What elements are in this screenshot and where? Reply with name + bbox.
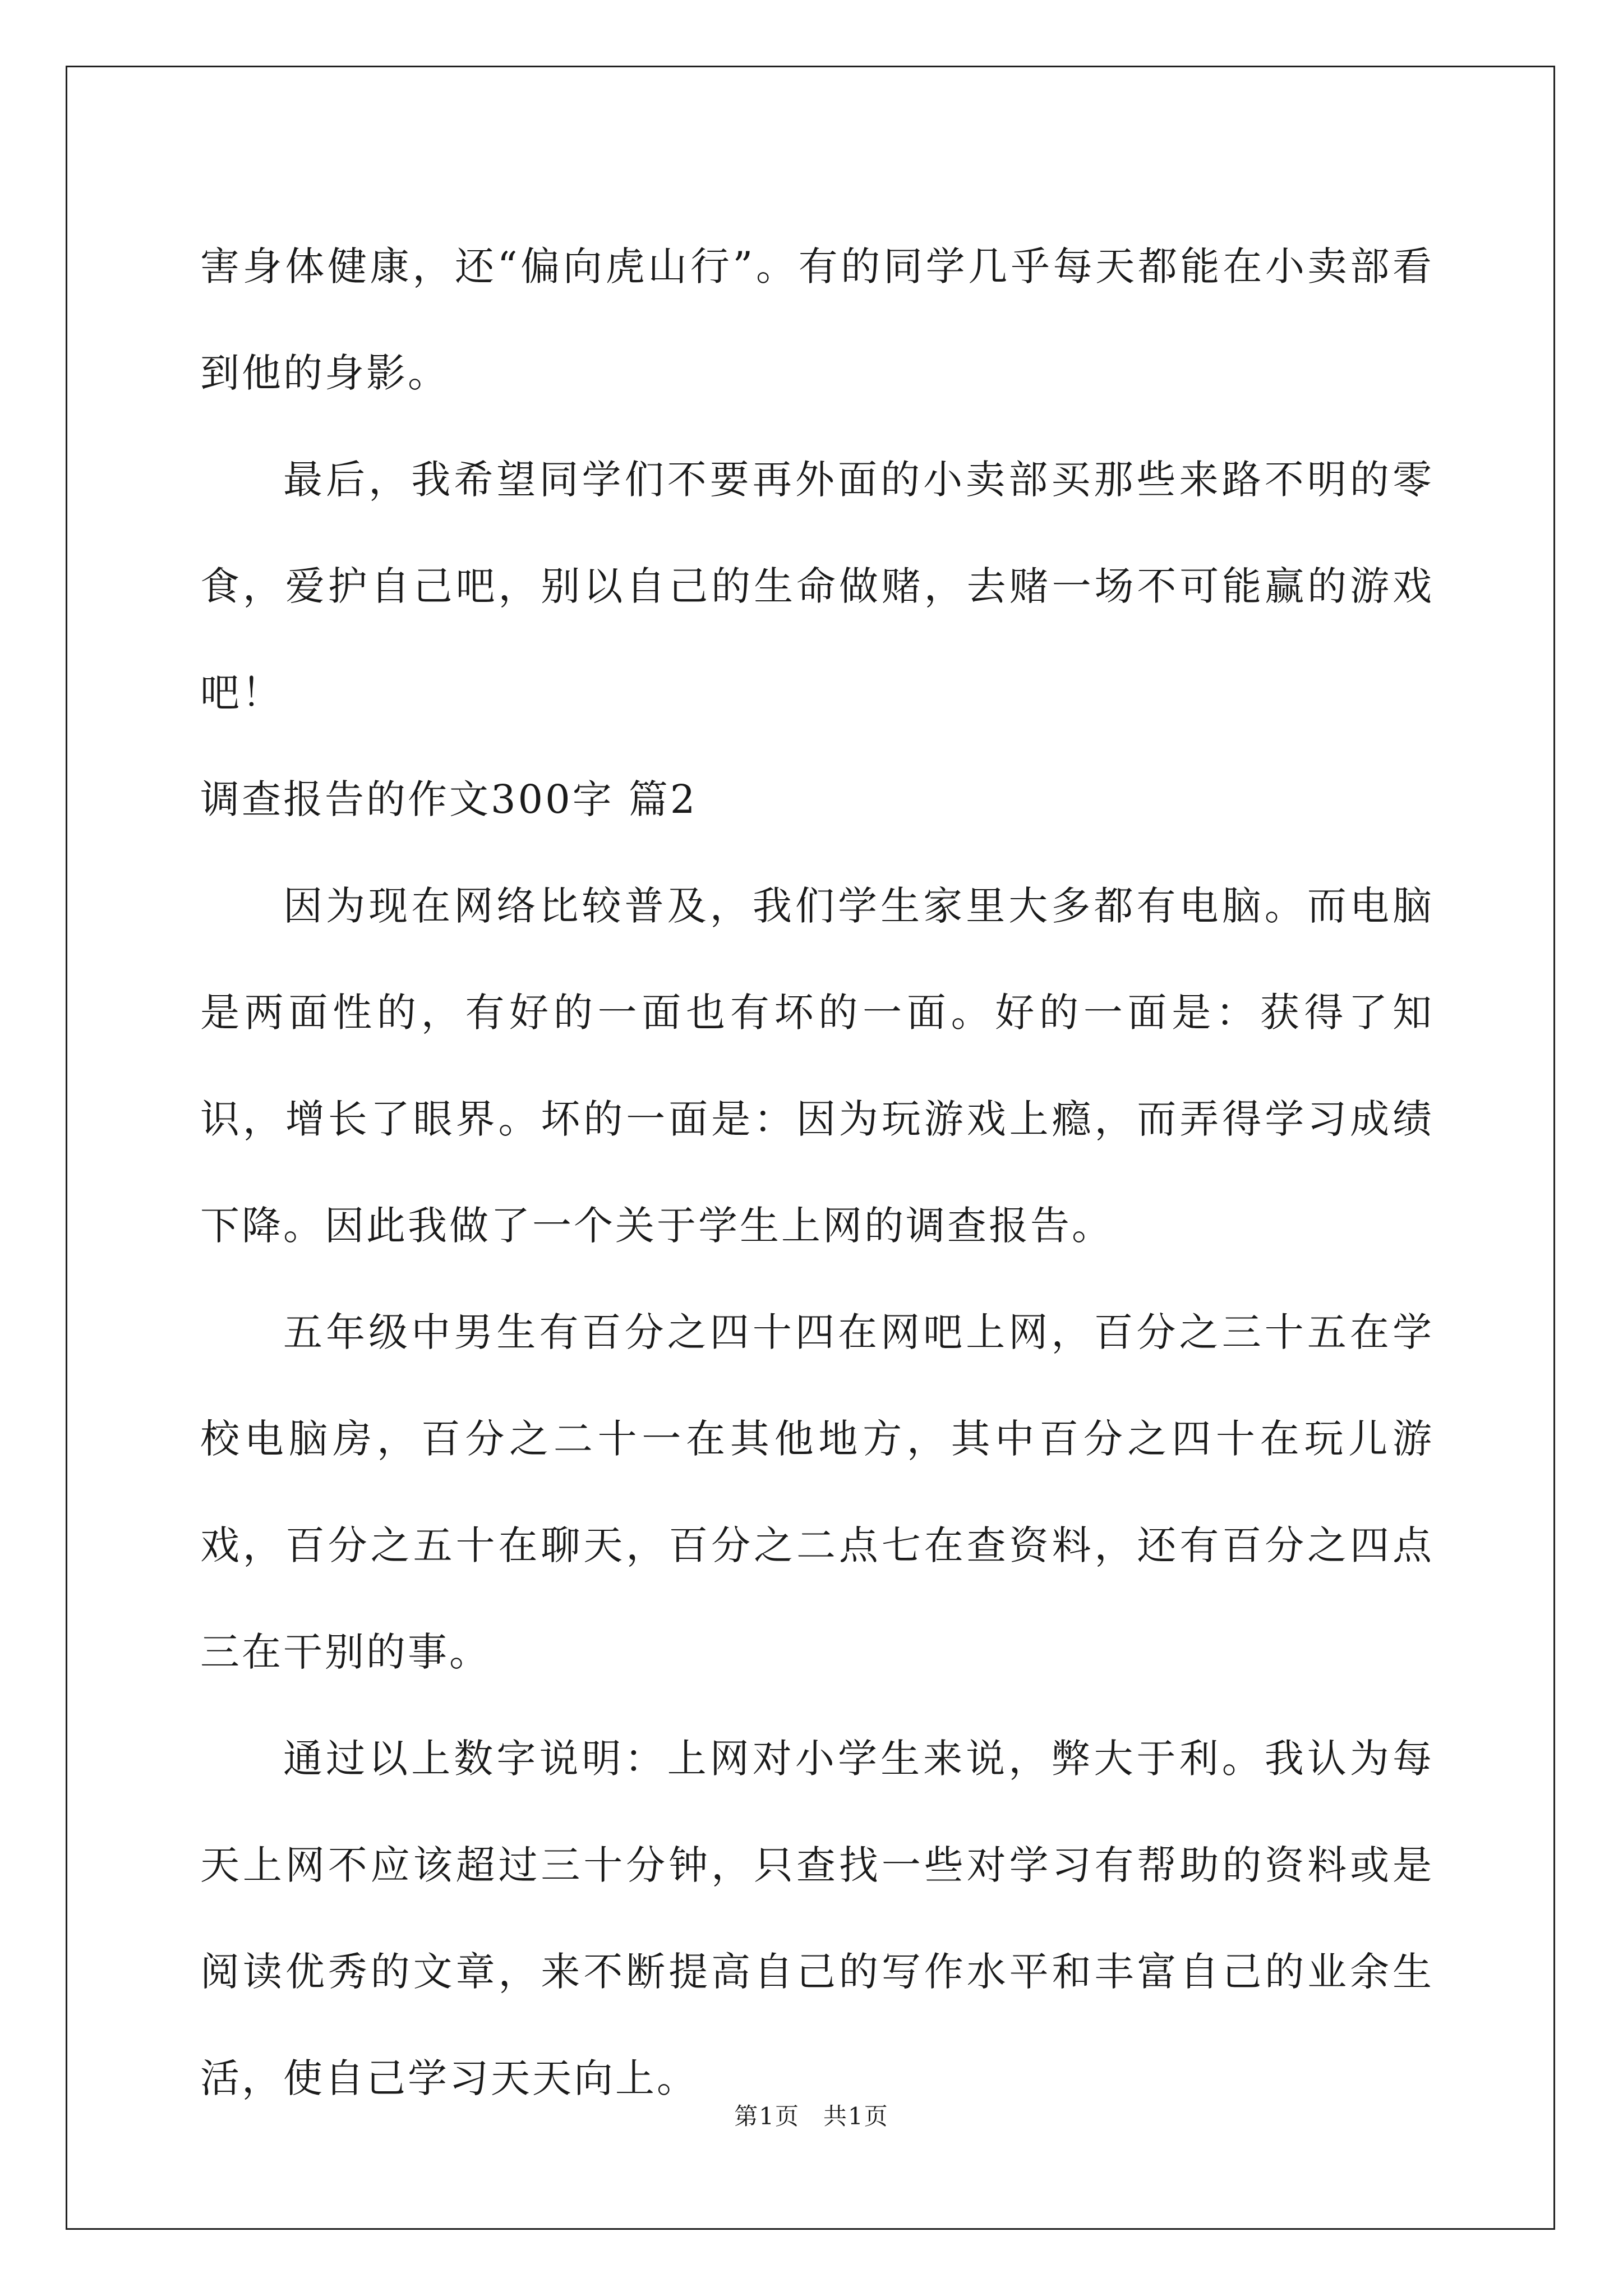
- page-footer: [0, 2098, 1623, 2132]
- paragraph-2: 最后，我希望同学们不要再外面的小卖部买那些来路不明的零食，爱护自己吧，别以自己的生命做赌，去赌一场不可能赢的游戏吧！: [200, 457, 1434, 716]
- page-number: 第1页: [734, 2102, 800, 2130]
- page-total: 共1页: [823, 2102, 889, 2130]
- document-body: [200, 213, 1434, 2132]
- paragraph-4: 五年级中男生有百分之四十四在网吧上网，百分之三十五在学校电脑房，百分之二十一在其他地方，其中百分之四十在玩儿游戏，百分之五十在聊天，百分之二点七在查资料，还有百分之四点三在干别的事。: [200, 1309, 1434, 1675]
- section-heading: 调查报告的作文300字 篇2: [200, 776, 698, 822]
- paragraph-3: 因为现在网络比较普及，我们学生家里大多都有电脑。而电脑是两面性的，有好的一面也有坏的一面。好的一面是：获得了知识，增长了眼界。坏的一面是：因为玩游戏上瘾，而弄得学习成绩下降。因此我做了一个关于学生上网的调查报告。: [200, 883, 1434, 1249]
- paragraph-5: 通过以上数字说明：上网对小学生来说，弊大于利。我认为每天上网不应该超过三十分钟，只查找一些对学习有帮助的资料或是阅读优秀的文章，来不断提高自己的写作水平和丰富自己的业余生活，使自己学习天天向上。: [200, 1736, 1434, 2101]
- paragraph-1: 害身体健康，还“偏向虎山行”。有的同学几乎每天都能在小卖部看到他的身影。: [200, 243, 1434, 396]
